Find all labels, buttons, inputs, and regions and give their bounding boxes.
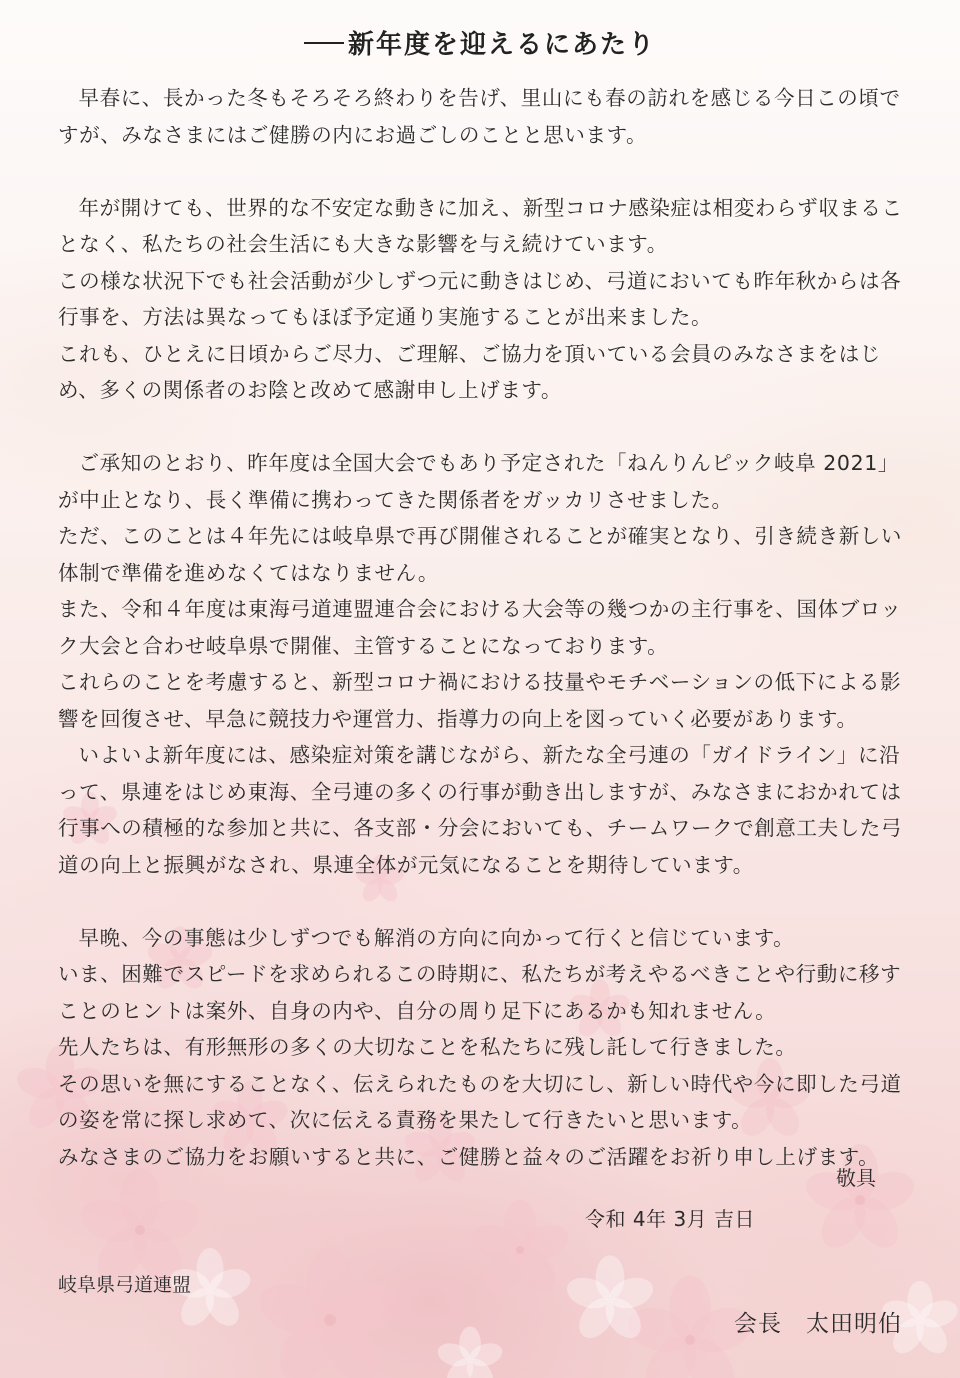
- paragraph: 先人たちは、有形無形の多くの大切なことを私たちに残し託して行きました。: [58, 1035, 797, 1059]
- paragraph: 早春に、長かった冬もそろそろ終わりを告げ、里山にも春の訪れを感じる今日この頃ですが、みなさまにはご健勝の内にお過ごしのことと思います。: [58, 86, 901, 147]
- paragraph: みなさまのご協力をお願いすると共に、ご健勝と益々のご活躍をお祈り申し上げます。: [58, 1144, 880, 1169]
- paragraph: これも、ひとえに日頃からご尽力、ご理解、ご協力を頂いている会員のみなさまをはじめ、多くの関係者のお陰と改めて感謝申し上げます。: [58, 341, 881, 402]
- paragraph: ただ、このことは４年先には岐阜県で再び開催されることが確実となり、引き続き新しい体制で準備を進めなくてはなりません。: [58, 524, 902, 585]
- paragraph: いよいよ新年度には、感染症対策を講じながら、新たな全弓連の「ガイドライン」に沿って、県連をはじめ東海、全弓連の多くの行事が動き出しますが、みなさまにおかれては行事への積極的な参加と共に、各支部・分会においても、チームワークで創意工夫した弓道の向上と振興がなされ、県連全体が元気になることを期待しています。: [58, 743, 902, 877]
- paragraph-gap: [58, 153, 908, 190]
- paragraph: この様な状況下でも社会活動が少しずつ元に動きはじめ、弓道においても昨年秋からは各行事を、方法は異なってもほぼ予定通り実施することが出来ました。: [58, 268, 902, 329]
- page-title: [0, 24, 960, 61]
- paragraph: また、令和４年度は東海弓道連盟連合会における大会等の幾つかの主行事を、国体ブロック大会と合わせ岐阜県で開催、主管することになっております。: [58, 597, 902, 658]
- paragraph: これらのことを考慮すると、新型コロナ禍における技量やモチベーションの低下による影響を回復させ、早急に競技力や運営力、指導力の向上を図っていく必要があります。: [58, 670, 902, 731]
- paragraph: ご承知のとおり、昨年度は全国大会でもあり予定された「ねんりんピック岐阜 2021」が中止となり、長く準備に携わってきた関係者をガッカリさせました。: [58, 451, 899, 512]
- paragraph: いま、困難でスピードを求められるこの時期に、私たちが考えやるべきことや行動に移すことのヒントは案外、自身の内や、自分の周り足下にあるかも知れません。: [58, 962, 902, 1023]
- paragraph: 早晩、今の事態は少しずつでも解消の方向に向かって行くと信じています。: [78, 925, 795, 950]
- paragraph-gap: [58, 883, 908, 920]
- closing-word: 敬具: [836, 1166, 876, 1190]
- page-title-text: 新年度を迎えるにあたり: [347, 30, 656, 60]
- signature: 会長 太田明伯: [734, 1311, 902, 1337]
- paragraph: 年が開けても、世界的な不安定な動きに加え、新型コロナ感染症は相変わらず収まることなく、私たちの社会生活にも大きな影響を与え続けています。: [58, 195, 903, 256]
- paragraph-gap: [58, 409, 908, 446]
- organization-name: 岐阜県弓道連盟: [58, 1274, 192, 1296]
- letter-body: [58, 80, 908, 1175]
- paragraph: その思いを無にすることなく、伝えられたものを大切にし、新しい時代や今に即した弓道の姿を常に探し求めて、次に伝える責務を果たして行きたいと思います。: [58, 1071, 902, 1132]
- title-dash: [304, 42, 344, 44]
- letter-date: 令和 4年 3月 吉日: [585, 1207, 756, 1231]
